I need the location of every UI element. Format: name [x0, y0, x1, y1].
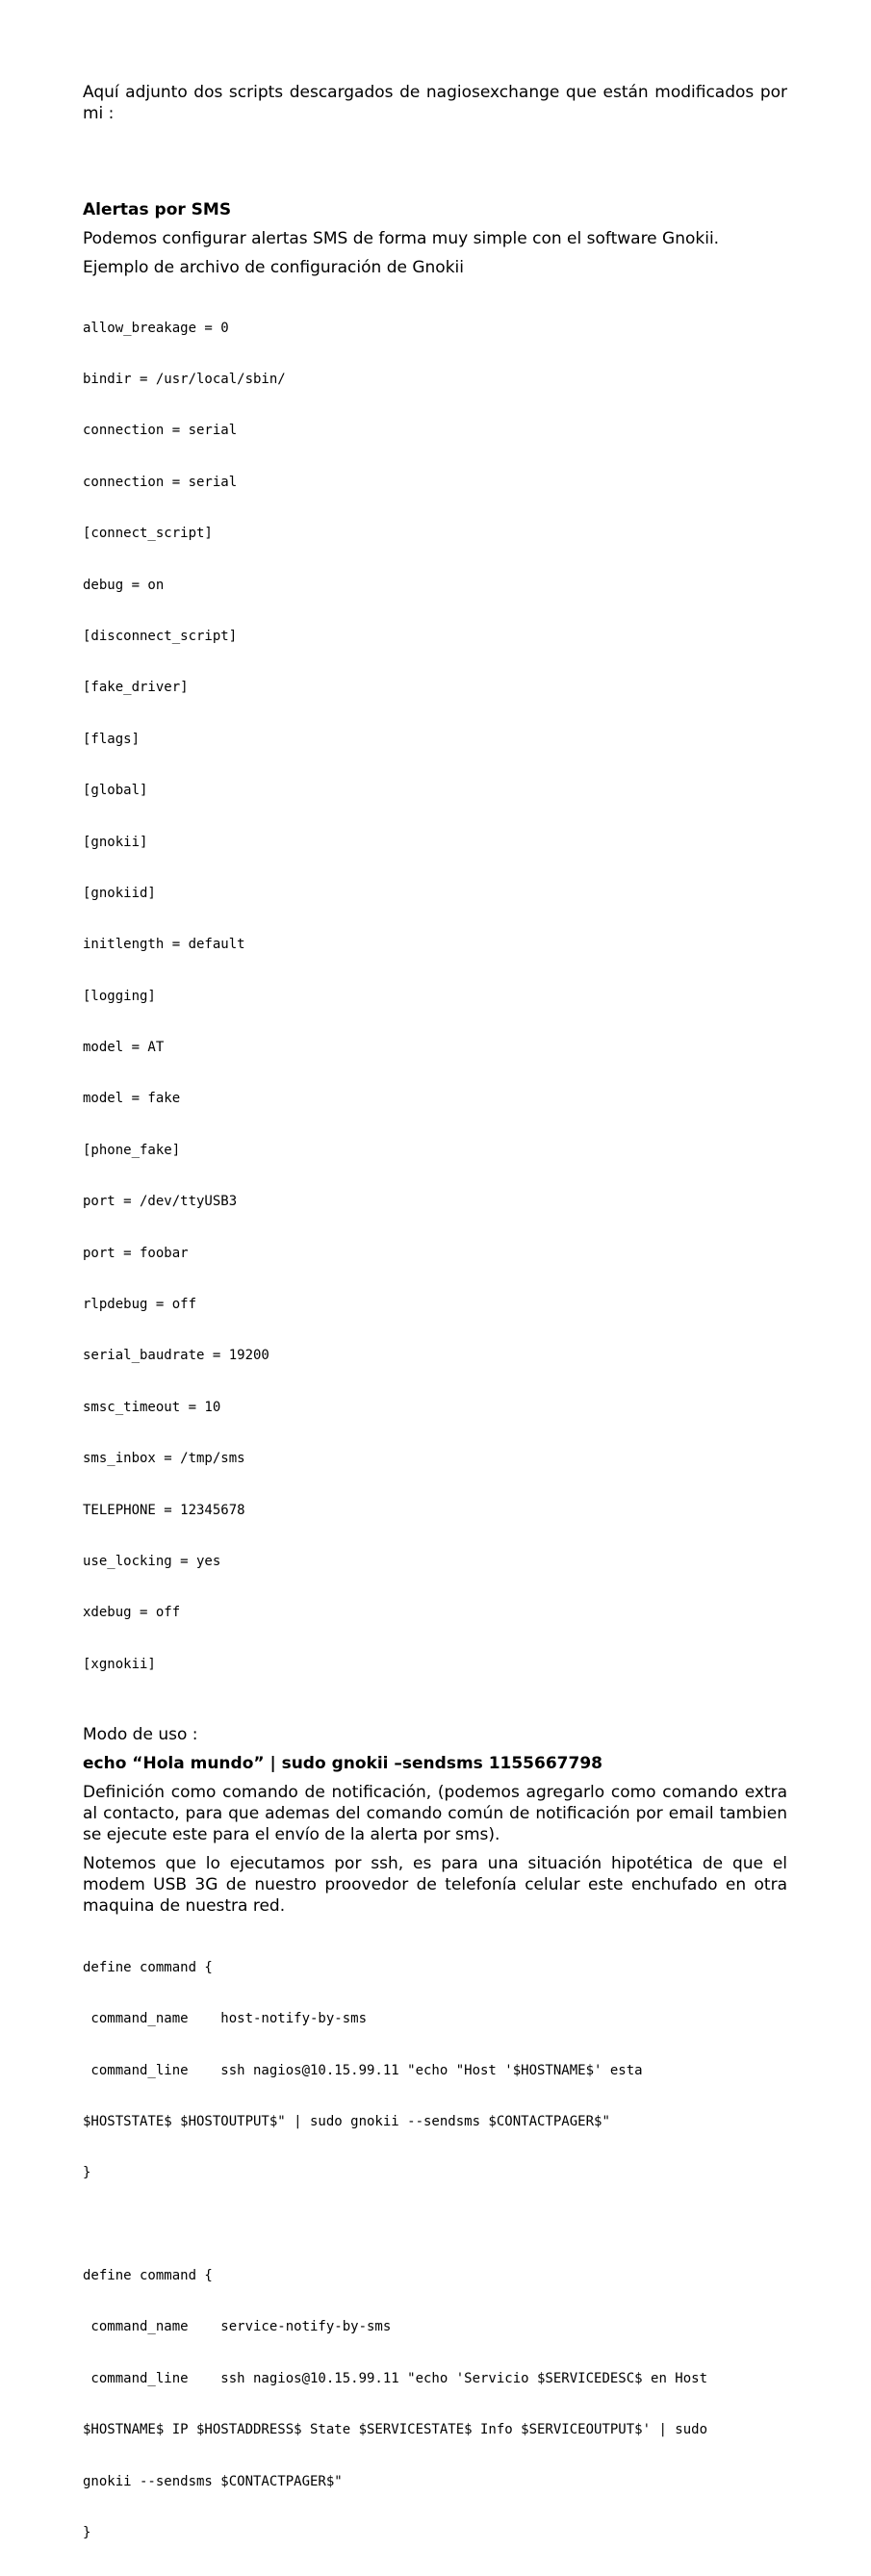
software-paragraph: Podemos configurar alertas SMS de forma muy simple con el software Gnokii. — [83, 229, 720, 248]
document-page — [83, 82, 787, 2576]
config-line: debug = on — [83, 577, 165, 593]
command-line: $HOSTSTATE$ $HOSTOUTPUT$" | sudo gnokii --sendsms $CONTACTPAGER$" — [83, 2113, 610, 2129]
config-line: port = foobar — [83, 1245, 189, 1261]
config-line: [fake_driver] — [83, 680, 189, 696]
config-line: [global] — [83, 783, 148, 799]
config-line: sms_inbox = /tmp/sms — [83, 1451, 245, 1467]
config-line: [logging] — [83, 988, 156, 1004]
command-line: command_line ssh nagios@10.15.99.11 "echo 'Servicio $SERVICEDESC$ en Host — [83, 2370, 708, 2386]
intro-paragraph: Aquí adjunto dos scripts descargados de nagiosexchange que están modificados por mi : — [83, 83, 787, 123]
command-line: } — [83, 2165, 91, 2181]
usage-label: Modo de uso : — [83, 1725, 198, 1745]
command-line: } — [83, 2525, 91, 2541]
config-line: [gnokii] — [83, 834, 148, 850]
command-line: command_name host-notify-by-sms — [83, 2011, 368, 2027]
config-line: bindir = /usr/local/sbin/ — [83, 371, 286, 387]
config-line: port = /dev/ttyUSB3 — [83, 1194, 238, 1210]
config-line: [xgnokii] — [83, 1656, 156, 1672]
config-line: initlength = default — [83, 937, 245, 953]
blank-line — [83, 2217, 787, 2234]
ssh-paragraph: Notemos que lo ejecutamos por ssh, es para una situación hipotética de que el modem USB 3G de nuestro proovedor de telefonía celular este enchufado en otra maquina de nuestra red. — [83, 1854, 787, 1917]
config-line: xdebug = off — [83, 1605, 181, 1621]
section-title: Alertas por SMS — [83, 200, 232, 219]
command-line: command_line ssh nagios@10.15.99.11 "echo "Host '$HOSTNAME$' esta — [83, 2062, 643, 2078]
gnokii-config-block — [83, 286, 787, 1708]
config-line: use_locking = yes — [83, 1553, 221, 1569]
service-notify-command-block — [83, 2233, 787, 2576]
config-line: [connect_script] — [83, 526, 213, 542]
config-line: [phone_fake] — [83, 1142, 181, 1158]
config-line: [disconnect_script] — [83, 628, 238, 644]
definition-paragraph: Definición como comando de notificación, (podemos agregarlo como comando extra al contacto, para que ademas del comando común de notificación por email tambien se ejecute este para el envío de la alerta por sms). — [83, 1783, 787, 1845]
config-line: serial_baudrate = 19200 — [83, 1348, 269, 1364]
command-line: gnokii --sendsms $CONTACTPAGER$" — [83, 2473, 343, 2489]
config-line: smsc_timeout = 10 — [83, 1399, 221, 1415]
config-line: connection = serial — [83, 474, 238, 490]
usage-command: echo “Hola mundo” | sudo gnokii –sendsms 1155667798 — [83, 1754, 602, 1774]
config-line: model = fake — [83, 1091, 181, 1107]
config-line: connection = serial — [83, 423, 238, 439]
command-line: define command { — [83, 2268, 213, 2284]
config-line: model = AT — [83, 1040, 165, 1056]
config-line: TELEPHONE = 12345678 — [83, 1502, 245, 1518]
example-label: Ejemplo de archivo de configuración de Gnokii — [83, 258, 464, 277]
config-line: [gnokiid] — [83, 885, 156, 901]
config-line: allow_breakage = 0 — [83, 320, 229, 336]
command-line: $HOSTNAME$ IP $HOSTADDRESS$ State $SERVICESTATE$ Info $SERVICEOUTPUT$' | sudo — [83, 2422, 708, 2438]
config-line: rlpdebug = off — [83, 1297, 197, 1313]
host-notify-command-block — [83, 1925, 787, 2217]
command-line: define command { — [83, 1959, 213, 1975]
command-line: command_name service-notify-by-sms — [83, 2319, 392, 2335]
config-line: [flags] — [83, 731, 141, 747]
